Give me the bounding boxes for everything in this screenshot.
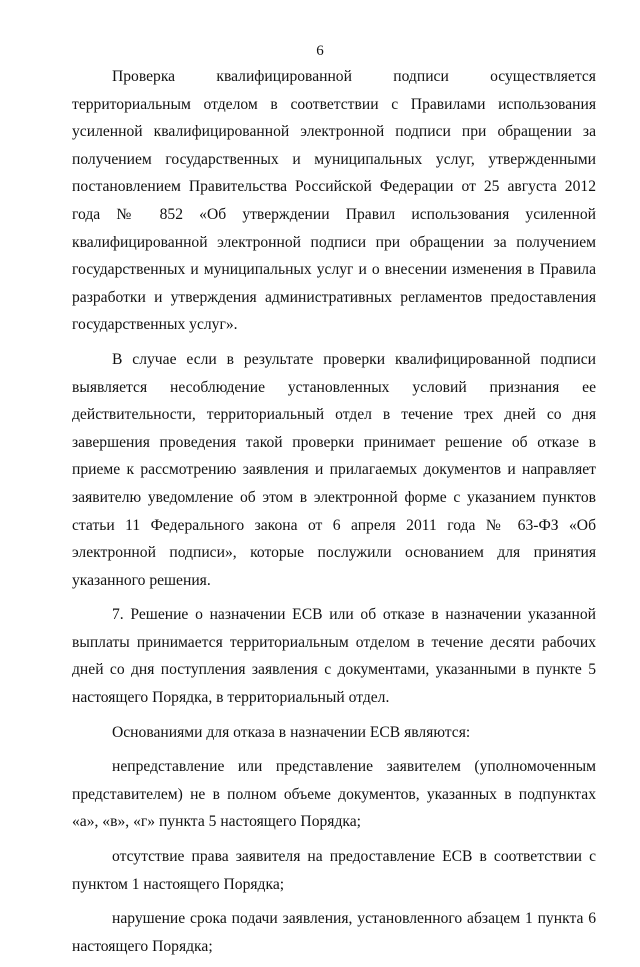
paragraph-signature-failure: В случае если в результате проверки квалифицированной подписи выявляется несоблюдение установленных условий признания ее действительности, территориальный отдел в течение трех дней со дня завершения проведения такой проверки принимает решение об отказе в приеме к рассмотрению заявления и прилагаемых документов и направляет заявителю уведомление об этом в электронной форме с указанием пунктов статьи 11 Федерального закона от 6 апреля 2011 года № 63-ФЗ «Об электронной подписи», которые послужили основанием для принятия указанного решения. bbox=[72, 350, 596, 589]
paragraph-refusal-grounds-heading: Основаниями для отказа в назначении ЕСВ являются: bbox=[112, 723, 471, 741]
paragraph-refusal-ground-no-right: отсутствие права заявителя на предоставление ЕСВ в соответствии с пунктом 1 настоящего Порядка; bbox=[72, 848, 596, 893]
page-number: 6 bbox=[316, 43, 324, 59]
paragraph-signature-check: Проверка квалифицированной подписи осуществляется территориальным отделом в соответствии с Правилами использования усиленной квалифицированной электронной подписи при обращении за получением государственных и муниципальных услуг, утвержденными постановлением Правительства Российской Федерации от 25 августа 2012 года № 852 «Об утверждении Правил использования усиленной квалифицированной электронной подписи при обращении за получением государственных и муниципальных услуг и о внесении изменения в Правила разработки и утверждения административных регламентов предоставления государственных услуг». bbox=[72, 68, 596, 334]
paragraph-item-7-decision: 7. Решение о назначении ЕСВ или об отказе в назначении указанной выплаты принимается территориальным отделом в течение десяти рабочих дней со дня поступления заявления с документами, указанными в пункте 5 настоящего Порядка, в территориальный отдел. bbox=[72, 606, 596, 707]
document-body bbox=[72, 63, 596, 967]
paragraph-refusal-ground-deadline: нарушение срока подачи заявления, установленного абзацем 1 пункта 6 настоящего Порядка; bbox=[72, 910, 596, 955]
paragraph-refusal-ground-documents: непредставление или представление заявителем (уполномоченным представителем) не в полном объеме документов, указанных в подпунктах «а», «в», «г» пункта 5 настоящего Порядка; bbox=[72, 758, 596, 831]
